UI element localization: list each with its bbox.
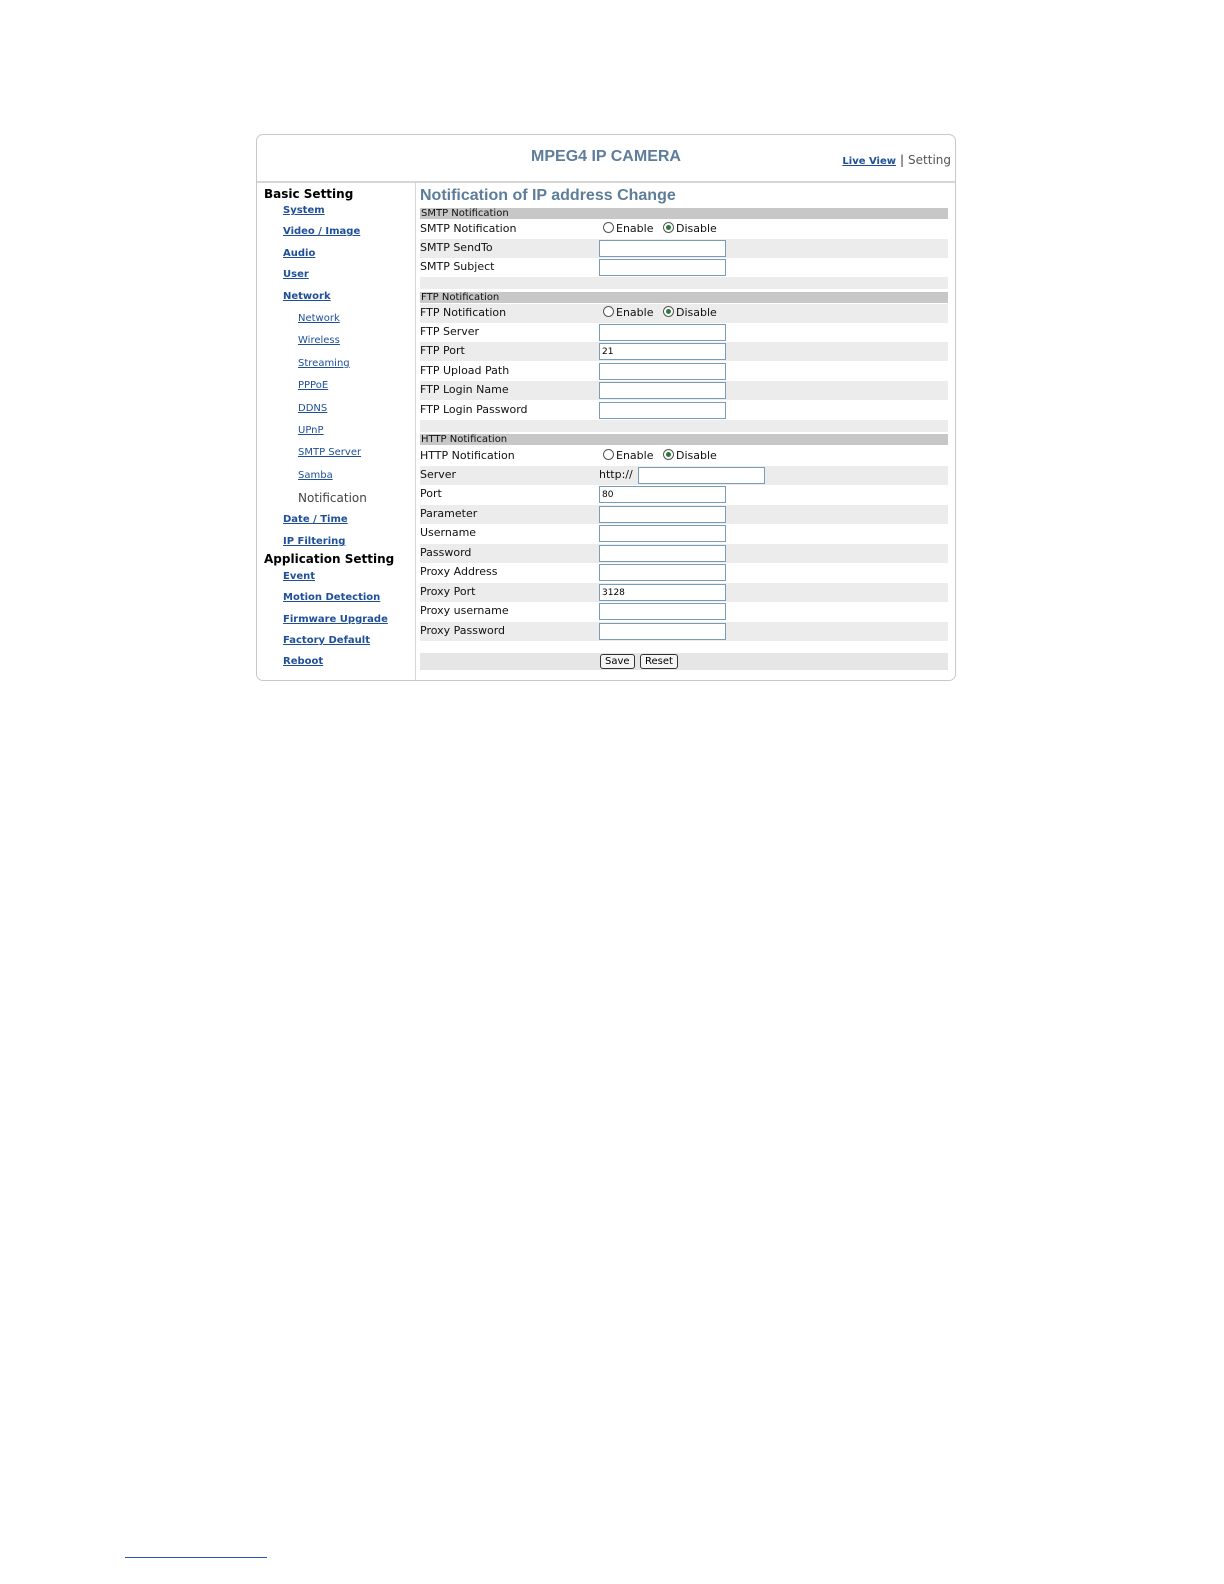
footnote-divider	[125, 1557, 267, 1558]
smtp-sendto-label: SMTP SendTo	[420, 241, 493, 254]
http-proxy-username-row	[420, 602, 948, 621]
http-notification-label: HTTP Notification	[420, 449, 515, 462]
http-port-row	[420, 485, 948, 504]
http-password-label: Password	[420, 546, 472, 559]
http-notification-row	[420, 447, 948, 466]
ftp-disable-option[interactable]	[663, 306, 717, 319]
reset-button[interactable]: Reset	[640, 654, 678, 669]
ftp-login-name-label: FTP Login Name	[420, 383, 509, 396]
smtp-subject-row	[420, 258, 948, 277]
camera-settings-window	[256, 134, 956, 681]
sidebar-sub-wireless[interactable]: Wireless	[298, 335, 340, 346]
live-view-link[interactable]: Live View	[842, 156, 896, 167]
ftp-server-label: FTP Server	[420, 325, 480, 338]
ftp-login-password-row	[420, 401, 948, 420]
http-proxy-address-input[interactable]	[599, 564, 726, 581]
http-proxy-password-input[interactable]	[599, 623, 726, 640]
ftp-disable-radio[interactable]	[663, 306, 674, 317]
sidebar-sub-pppoe[interactable]: PPPoE	[298, 380, 329, 391]
ftp-server-input[interactable]	[599, 324, 726, 341]
nav-separator: |	[899, 153, 905, 167]
ftp-port-row	[420, 342, 948, 361]
radio-disable-label: Disable	[675, 222, 717, 235]
http-username-label: Username	[420, 526, 477, 539]
http-enable-radio[interactable]	[603, 449, 614, 460]
sidebar-item-ip-filtering[interactable]: IP Filtering	[283, 536, 346, 547]
http-parameter-row	[420, 505, 948, 524]
http-parameter-label: Parameter	[420, 507, 478, 520]
smtp-notification-radios	[603, 222, 723, 235]
smtp-subject-input[interactable]	[599, 259, 726, 276]
http-disable-option[interactable]	[663, 449, 717, 462]
http-notification-radios	[603, 449, 723, 462]
http-port-label: Port	[420, 487, 442, 500]
http-username-input[interactable]	[599, 525, 726, 542]
sidebar-sub-notification-current: Notification	[298, 491, 367, 505]
sidebar-item-network[interactable]: Network	[283, 291, 331, 302]
ftp-upload-path-label: FTP Upload Path	[420, 364, 510, 377]
ftp-login-name-input[interactable]	[599, 382, 726, 399]
smtp-spacer-row	[420, 277, 948, 289]
http-proxy-port-label: Proxy Port	[420, 585, 476, 598]
http-proxy-port-input[interactable]	[599, 584, 726, 601]
radio-enable-label: Enable	[616, 306, 654, 319]
smtp-sendto-input[interactable]	[599, 240, 726, 257]
ftp-enable-radio[interactable]	[603, 306, 614, 317]
sidebar-item-firmware-upgrade[interactable]: Firmware Upgrade	[283, 614, 388, 625]
ftp-port-label: FTP Port	[420, 344, 465, 357]
http-disable-radio[interactable]	[663, 449, 674, 460]
http-proxy-password-label: Proxy Password	[420, 624, 506, 637]
sidebar-item-event[interactable]: Event	[283, 571, 316, 582]
http-parameter-input[interactable]	[599, 506, 726, 523]
ftp-login-name-row	[420, 381, 948, 400]
smtp-section-header: SMTP Notification	[420, 208, 948, 219]
ftp-upload-path-input[interactable]	[599, 363, 726, 380]
app-title: MPEG4 IP CAMERA	[531, 148, 681, 165]
page-title: Notification of IP address Change	[420, 187, 676, 204]
sidebar	[257, 183, 416, 680]
sidebar-sub-upnp[interactable]: UPnP	[298, 425, 324, 436]
http-password-input[interactable]	[599, 545, 726, 562]
sidebar-item-reboot[interactable]: Reboot	[283, 656, 324, 667]
http-proxy-username-input[interactable]	[599, 603, 726, 620]
radio-disable-label: Disable	[675, 306, 717, 319]
sidebar-sub-network[interactable]: Network	[298, 313, 340, 324]
ftp-login-password-input[interactable]	[599, 402, 726, 419]
smtp-disable-radio[interactable]	[663, 222, 674, 233]
smtp-enable-option[interactable]	[603, 222, 653, 235]
top-nav	[842, 153, 951, 167]
ftp-upload-path-row	[420, 362, 948, 381]
http-server-label: Server	[420, 468, 457, 481]
sidebar-item-video-image[interactable]: Video / Image	[283, 226, 361, 237]
smtp-disable-option[interactable]	[663, 222, 717, 235]
sidebar-item-user[interactable]: User	[283, 269, 309, 280]
ftp-server-row	[420, 323, 948, 342]
http-port-input[interactable]	[599, 486, 726, 503]
sidebar-item-date-time[interactable]: Date / Time	[283, 514, 348, 525]
header	[257, 135, 955, 183]
sidebar-item-factory-default[interactable]: Factory Default	[283, 635, 371, 646]
http-section-header: HTTP Notification	[420, 434, 948, 445]
sidebar-heading-application: Application Setting	[264, 552, 395, 566]
http-server-prefix: http://	[599, 468, 633, 481]
sidebar-sub-smtp-server[interactable]: SMTP Server	[298, 447, 362, 458]
sidebar-sub-streaming[interactable]: Streaming	[298, 358, 350, 369]
http-proxy-port-row	[420, 583, 948, 602]
http-username-row	[420, 524, 948, 543]
http-server-input[interactable]	[638, 467, 765, 484]
http-password-row	[420, 544, 948, 563]
sidebar-item-audio[interactable]: Audio	[283, 248, 316, 259]
sidebar-item-motion-detection[interactable]: Motion Detection	[283, 592, 381, 603]
ftp-notification-radios	[603, 306, 723, 319]
smtp-notification-row	[420, 220, 948, 239]
ftp-section-header: FTP Notification	[420, 292, 948, 303]
setting-current: Setting	[908, 153, 951, 167]
ftp-login-password-label: FTP Login Password	[420, 403, 528, 416]
radio-enable-label: Enable	[616, 222, 654, 235]
http-proxy-address-row	[420, 563, 948, 582]
smtp-sendto-row	[420, 239, 948, 258]
sidebar-item-system[interactable]: System	[283, 205, 325, 216]
http-server-row	[420, 466, 948, 485]
button-bar	[420, 653, 948, 670]
ftp-enable-option[interactable]	[603, 306, 653, 319]
radio-disable-label: Disable	[675, 449, 717, 462]
sidebar-sub-ddns[interactable]: DDNS	[298, 403, 328, 414]
ftp-notification-row	[420, 304, 948, 323]
http-enable-option[interactable]	[603, 449, 653, 462]
http-proxy-password-row	[420, 622, 948, 641]
sidebar-sub-samba[interactable]: Samba	[298, 470, 333, 481]
sidebar-heading-basic: Basic Setting	[264, 187, 354, 201]
http-proxy-address-label: Proxy Address	[420, 565, 498, 578]
http-proxy-username-label: Proxy username	[420, 604, 509, 617]
smtp-subject-label: SMTP Subject	[420, 260, 495, 273]
ftp-spacer-row	[420, 420, 948, 432]
ftp-notification-label: FTP Notification	[420, 306, 507, 319]
radio-enable-label: Enable	[616, 449, 654, 462]
smtp-enable-radio[interactable]	[603, 222, 614, 233]
save-button[interactable]: Save	[600, 654, 635, 669]
smtp-notification-label: SMTP Notification	[420, 222, 517, 235]
ftp-port-input[interactable]	[599, 343, 726, 360]
